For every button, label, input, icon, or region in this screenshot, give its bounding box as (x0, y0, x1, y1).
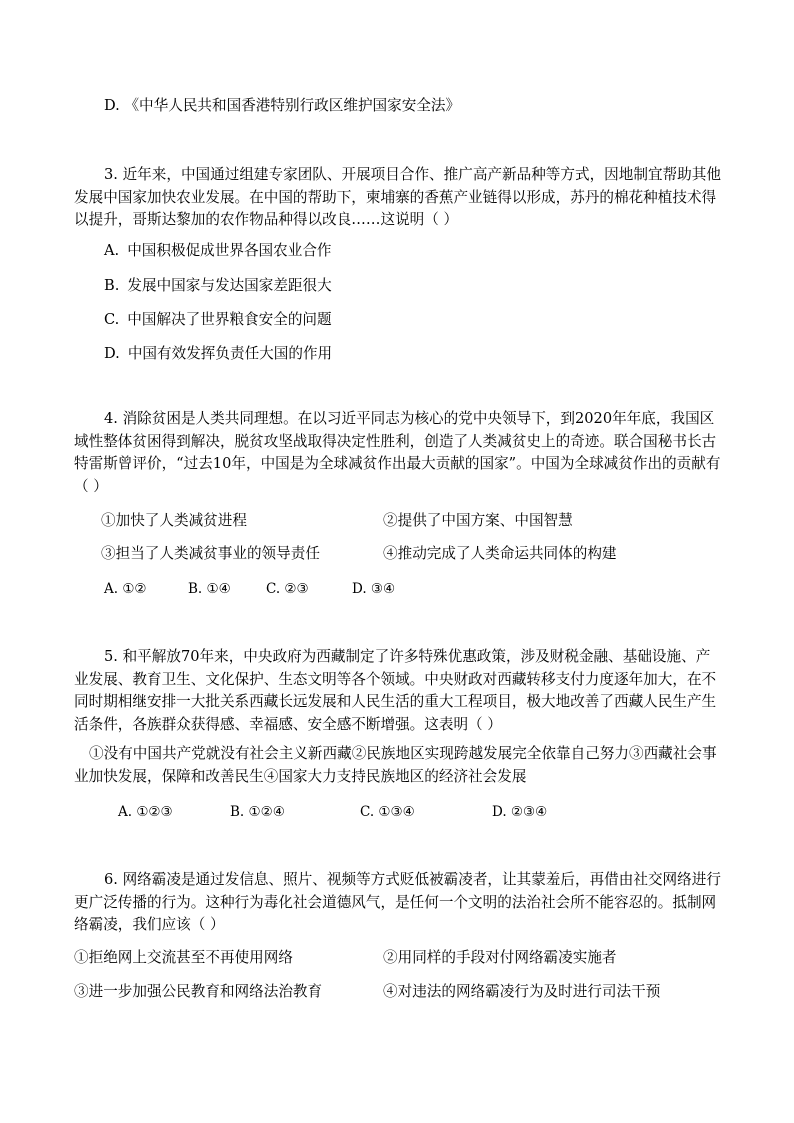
q3-option-c (104, 311, 332, 329)
option-text: 中国积极促成世界各国农业合作 (127, 242, 332, 259)
option-mark: D. (104, 345, 120, 362)
q4-item-3: ③担当了人类减贫事业的领导责任 (101, 545, 320, 562)
q3-option-a (104, 242, 332, 260)
q5-choice-c: C. ①③④ (360, 804, 415, 820)
q5-items: ①没有中国共产党就没有社会主义新西藏②民族地区实现跨越发展完全依靠自己努力③西藏社会事业加快发展，保障和改善民生④国家大力支持民族地区的经济社会发展 (74, 745, 717, 785)
option-text: 中国解决了世界粮食安全的问题 (127, 311, 332, 328)
q4-choice-d: D. ③④ (352, 581, 396, 597)
option-mark: C. (104, 311, 120, 328)
q6-item-3: ③进一步加强公民教育和网络法治教育 (74, 983, 323, 1000)
q6-item-4: ④对违法的网络霸凌行为及时进行司法干预 (383, 983, 661, 1000)
q4-choice-b: B. ①④ (188, 581, 231, 597)
option-mark: B. (104, 277, 120, 294)
q5-choice-d: D. ②③④ (492, 804, 548, 820)
q6-items-row-1 (0, 949, 794, 967)
q3-option-d (104, 345, 332, 363)
q2-option-d: D. 《中华人民共和国香港特别行政区维护国家安全法》 (104, 97, 461, 114)
q5-stem: 5. 和平解放70年来，中央政府为西藏制定了许多特殊优惠政策，涉及财税金融、基础设施、产业发展、教育卫生、文化保护、生态文明等各个领域。中央财政对西藏转移支付力度逐年加大，在不同时期相继安排一大批关系西藏长远发展和人民生活的重大工程项目，极大地改善了西藏人民生产生活条件，各族群众获得感、幸福感、安全感不断增强。这表明（ ） (74, 648, 717, 733)
q4-items-row-1 (0, 512, 794, 530)
q5-choice-b: B. ①②④ (230, 804, 285, 820)
q5-choice-a: A. ①②③ (118, 804, 173, 820)
q4-choice-c: C. ②③ (266, 581, 309, 597)
option-text: 中国有效发挥负责任大国的作用 (127, 345, 333, 362)
q6-items-row-2 (0, 983, 794, 1001)
q5-choices (0, 803, 794, 821)
option-mark: A. (104, 242, 120, 259)
q4-stem: 4. 消除贫困是人类共同理想。在以习近平同志为核心的党中央领导下，到2020年年底，我国区域性整体贫困得到解决，脱贫攻坚战取得决定性胜利，创造了人类减贫史上的奇迹。联合国秘书长古特雷斯曾评价，“过去10年，中国是为全球减贫作出最大贡献的国家”。中国为全球减贫作出的贡献有（ ） (74, 410, 721, 495)
q4-item-1: ①加快了人类减贫进程 (101, 512, 247, 529)
q3-option-b (104, 277, 332, 295)
q4-choices (0, 580, 794, 598)
q4-items-row-2 (0, 545, 794, 563)
q6-item-1: ①拒绝网上交流甚至不再使用网络 (74, 949, 293, 966)
q6-item-2: ②用同样的手段对付网络霸凌实施者 (383, 949, 617, 966)
q4-item-2: ②提供了中国方案、中国智慧 (383, 512, 573, 529)
q4-choice-a: A. ①② (104, 581, 147, 597)
q3-stem: 3. 近年来，中国通过组建专家团队、开展项目合作、推广高产新品种等方式，因地制宜帮助其他发展中国家加快农业发展。在中国的帮助下，柬埔寨的香蕉产业链得以形成，苏丹的棉花种植技术得以提升，哥斯达黎加的农作物品种得以改良……这说明（ ） (74, 166, 721, 228)
q4-item-4: ④推动完成了人类命运共同体的构建 (383, 545, 617, 562)
option-text: 发展中国家与发达国家差距很大 (127, 277, 332, 294)
q6-stem: 6. 网络霸凌是通过发信息、照片、视频等方式贬低被霸凌者，让其蒙羞后，再借由社交网络进行更广泛传播的行为。这种行为毒化社会道德风气，是任何一个文明的法治社会所不能容忍的。抵制网络霸凌，我们应该（ ） (74, 871, 721, 933)
